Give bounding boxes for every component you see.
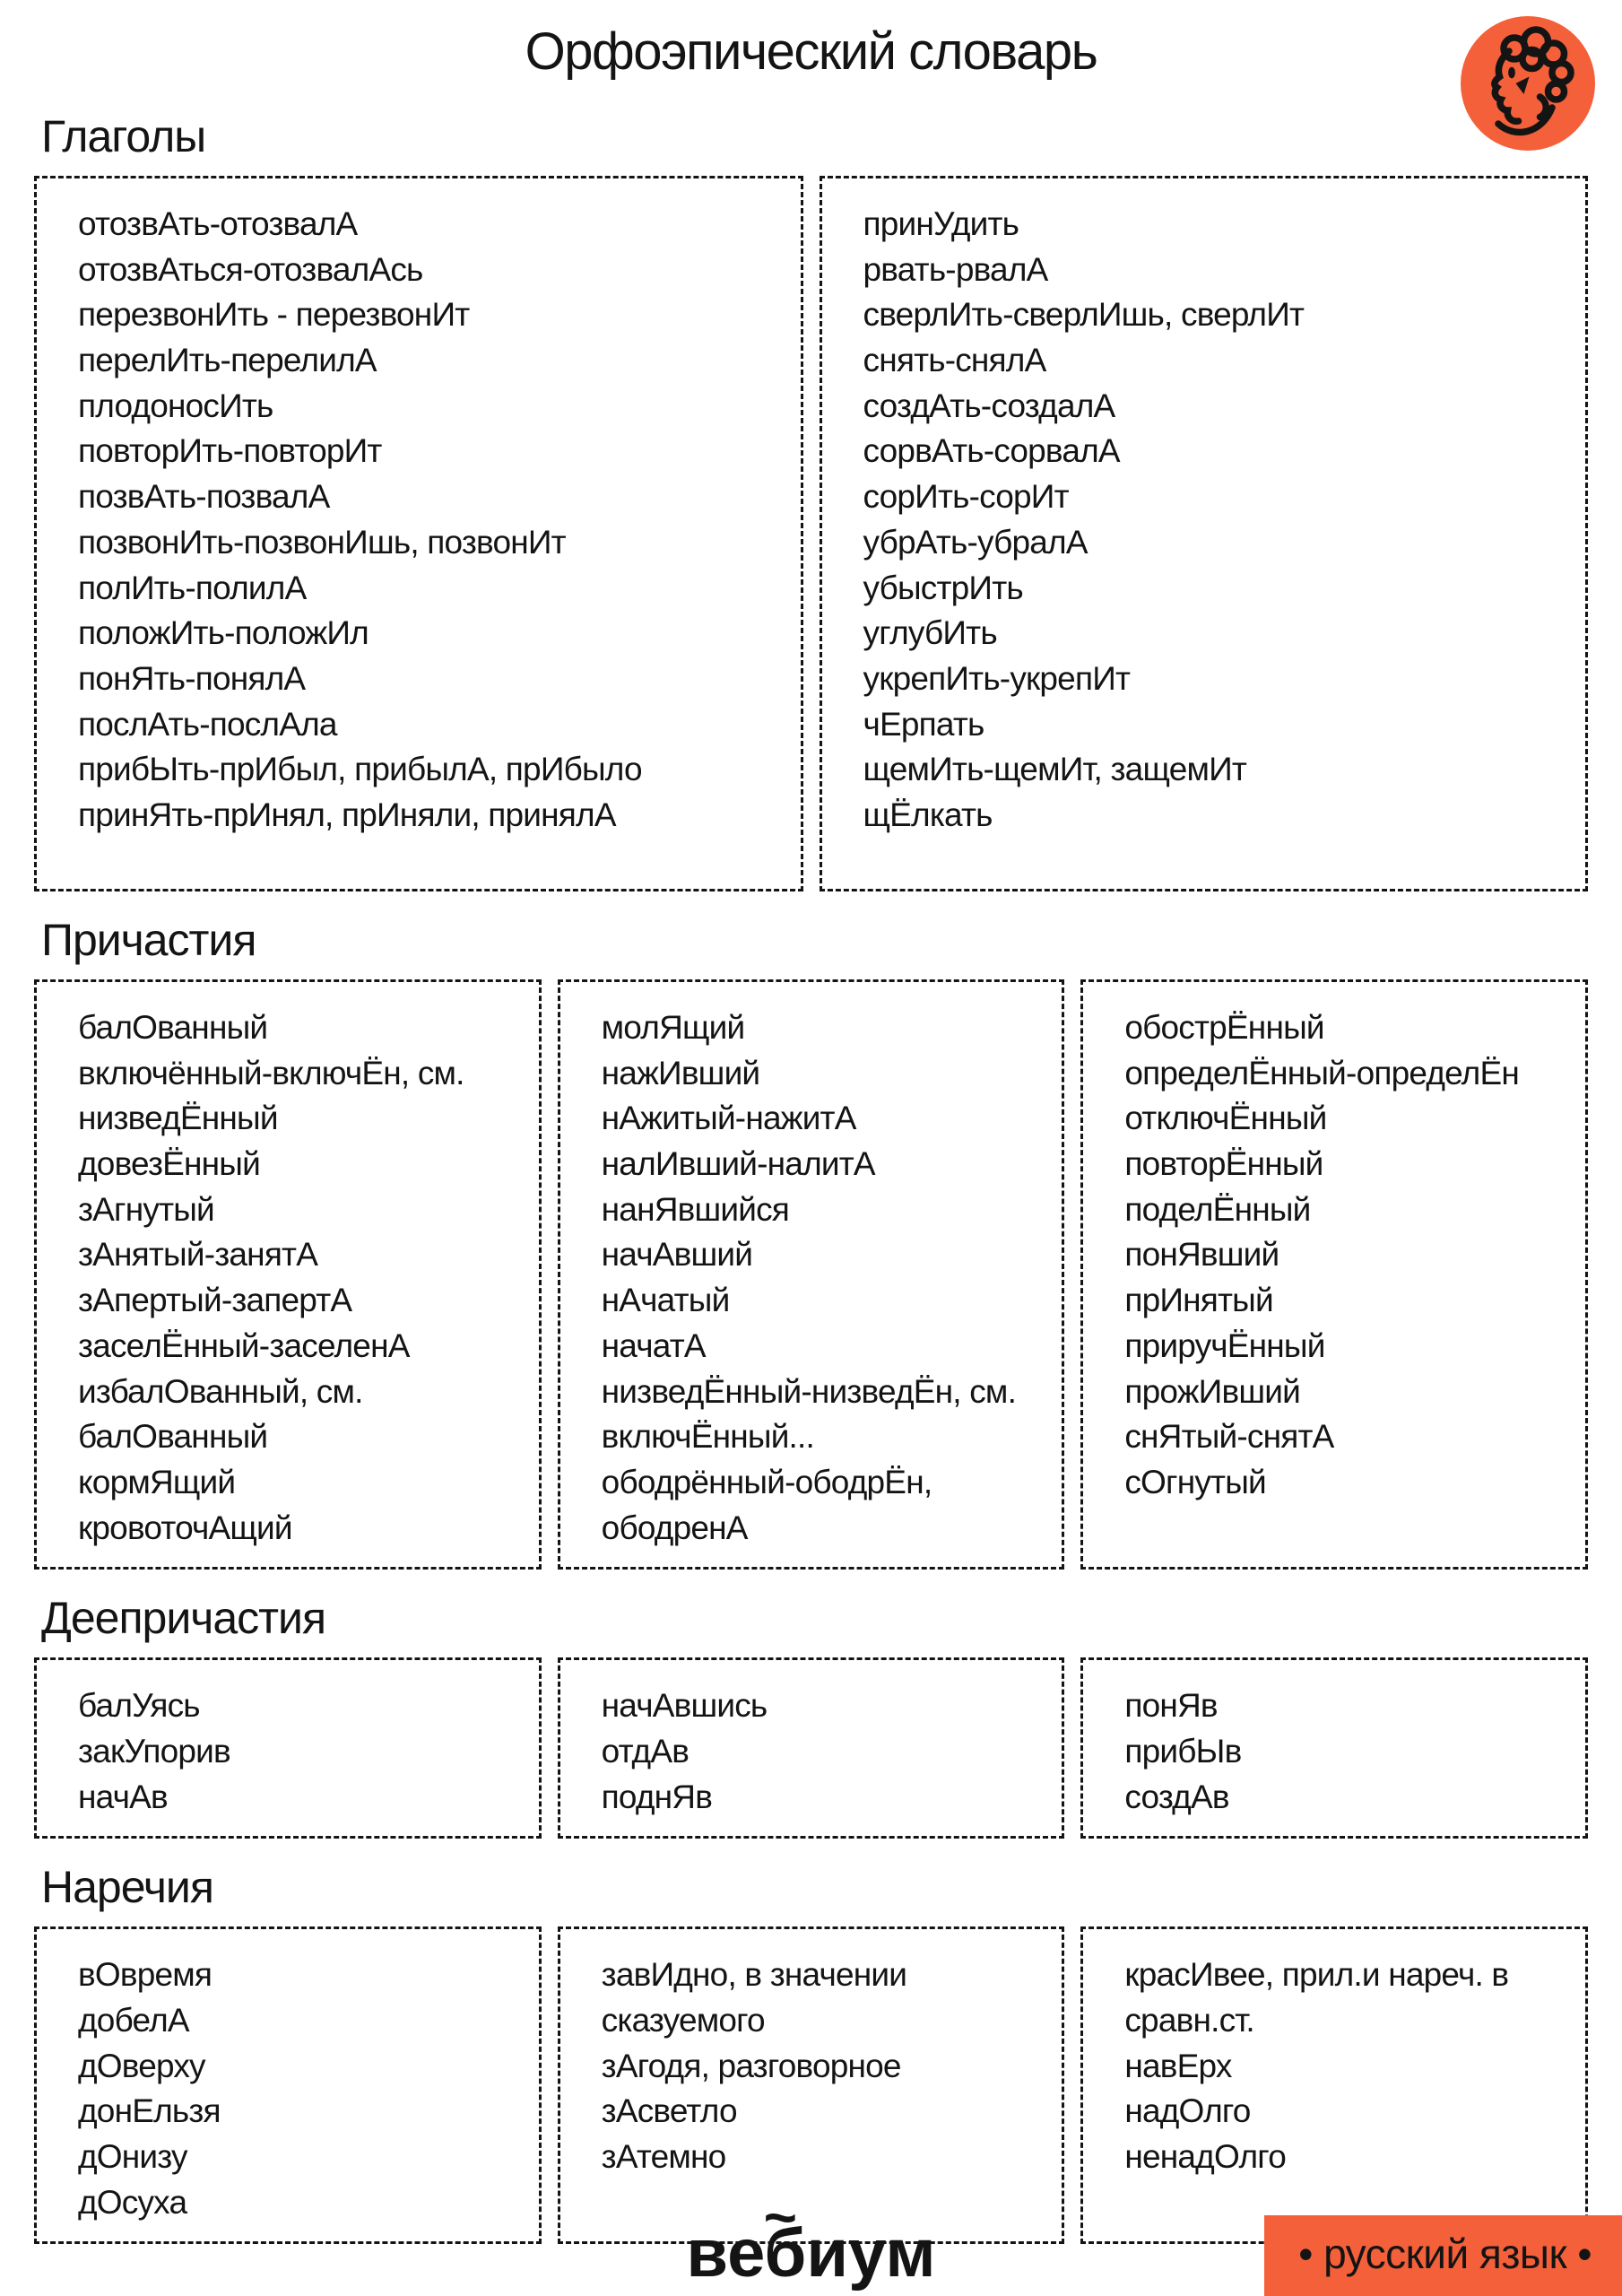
word-item: зАтемно [601,2138,726,2176]
word-list [37,1945,526,2225]
word-item: молЯщий [601,1009,745,1046]
word-box [1080,979,1588,1570]
word-item: создАть-создалА [863,387,1115,424]
header [0,0,1622,108]
word-item: приручЁнный [1124,1326,1325,1364]
word-box [34,979,542,1570]
word-item: налИвший-налитА [601,1145,875,1183]
word-item: понЯв [1124,1687,1218,1725]
word-item: зАсветло [601,2092,737,2130]
word-item: нАчатый [601,1282,730,1319]
word-item: ненадОлго [1124,2138,1286,2176]
subject-badge: • русский язык • [1264,2215,1622,2296]
word-item: закУпорив [78,1732,230,1770]
word-item: повторИть-повторИт [78,432,382,470]
word-item: прИнятый [1124,1282,1273,1319]
word-item: снять-снялА [863,342,1046,379]
word-box [820,176,1589,891]
word-box [34,1657,542,1839]
word-item: прибЫв [1124,1732,1242,1770]
section [34,109,1588,891]
word-item: ободрённый-ободрЁн, ободренА [601,1463,932,1546]
word-item: прожИвший [1124,1372,1300,1410]
section-columns [34,176,1588,891]
word-item: отдАв [601,1732,690,1770]
word-item: снЯтый-снятА [1124,1418,1334,1456]
word-item: зАгодя, разговорное [601,2047,901,2084]
word-item: нАжитый-нажитА [601,1100,856,1137]
word-item: перелИть-перелилА [78,342,377,379]
word-item: углубИть [863,614,997,652]
section [34,1591,1588,1839]
word-item: сверлИть-сверлИшь, сверлИт [863,296,1305,334]
word-item: зАгнутый [78,1190,214,1228]
word-item: укрепИть-укрепИт [863,659,1131,697]
word-item: убрАть-убралА [863,523,1088,561]
section [34,913,1588,1570]
section-heading: Наречия [41,1862,213,1913]
word-item: начАвший [601,1236,753,1274]
footer [0,2188,1622,2296]
word-item: принУдить [863,205,1019,242]
word-item: отозвАться-отозвалАсь [78,250,423,288]
word-item: заселЁнный-заселенА [78,1326,410,1364]
word-box [558,1657,1065,1839]
word-item: добелА [78,2002,189,2039]
section-columns [34,979,1588,1570]
word-item: плодоносИть [78,387,273,424]
section-columns [34,1657,1588,1839]
word-item: перезвонИть - перезвонИт [78,296,470,334]
word-item: понЯть-понялА [78,659,306,697]
word-list [822,195,1574,839]
section-heading: Глаголы [41,111,206,161]
word-list [1083,998,1573,1506]
word-item: дОнизу [78,2138,187,2176]
section-heading: Деепричастия [41,1593,326,1644]
word-list [37,1676,526,1820]
word-item: низведЁнный-низведЁн, см. включЁнный... [601,1372,1017,1456]
word-box [34,176,803,891]
word-item: послАть-послАла [78,705,337,743]
word-item: включённый-включЁн, см. низведЁнный [78,1054,464,1137]
word-item: дОсуха [78,2183,187,2221]
word-item: начАв [78,1778,168,1815]
word-item: красИвее, прил.и нареч. в сравн.ст. [1124,1956,1509,2039]
word-list [560,1945,1050,2179]
word-item: кормЯщий [78,1463,236,1500]
word-item: убыстрИть [863,569,1023,606]
word-list [1083,1676,1573,1820]
word-item: чЕрпать [863,705,984,743]
page-title: Орфоэпический словарь [525,22,1097,81]
brand-wordmark: вебиум ~ [686,2214,935,2292]
word-item: повторЁнный [1124,1145,1323,1183]
sections [0,109,1622,2244]
word-item: нажИвший [601,1054,760,1091]
pushkin-profile-icon [1461,16,1595,151]
section [34,1860,1588,2244]
word-item: отозвАть-отозвалА [78,205,358,242]
word-item: поднЯв [601,1778,713,1815]
word-item: обострЁнный [1124,1009,1324,1046]
word-item: дОверху [78,2047,205,2084]
word-item: позвонИть-позвонИшь, позвонИт [78,523,566,561]
word-item: сорвАть-сорвалА [863,432,1120,470]
word-list [560,998,1050,1551]
word-item: рвать-рвалА [863,250,1048,288]
word-item: балОванный [78,1009,268,1046]
word-item: положИть-положИл [78,614,369,652]
section-heading: Причастия [41,915,256,965]
word-item: кровоточАщий [78,1509,292,1546]
word-list [1083,1945,1573,2179]
word-item: сОгнутый [1124,1463,1266,1500]
word-item: прибЫть-прИбыл, прибылА, прИбыло [78,751,642,788]
word-item: донЕльзя [78,2092,221,2130]
word-item: избалОванный, см. балОванный [78,1372,363,1456]
word-item: довезЁнный [78,1145,260,1183]
word-item: щемИть-щемИт, защемИт [863,751,1247,788]
word-item: позвАть-позвалА [78,478,330,516]
word-item: зАпертый-запертА [78,1282,352,1319]
word-item: щЁлкать [863,796,993,833]
word-item: завИдно, в значении сказуемого [601,1956,907,2039]
word-item: поделЁнный [1124,1190,1311,1228]
word-item: нанЯвшийся [601,1190,790,1228]
word-item: начатА [601,1326,706,1364]
word-item: отключЁнный [1124,1100,1327,1137]
word-list [37,998,526,1551]
word-item: понЯвший [1124,1236,1279,1274]
word-item: вОвремя [78,1956,213,1994]
word-item: балУясь [78,1687,200,1725]
word-item: надОлго [1124,2092,1251,2130]
word-item: создАв [1124,1778,1229,1815]
word-list [37,195,788,839]
word-item: зАнятый-занятА [78,1236,318,1274]
word-box [558,979,1065,1570]
word-item: навЕрх [1124,2047,1232,2084]
word-list [560,1676,1050,1820]
word-item: принЯть-прИнял, прИняли, принялА [78,796,616,833]
word-box [1080,1657,1588,1839]
word-item: сорИть-сорИт [863,478,1069,516]
word-item: полИть-полилА [78,569,307,606]
word-item: начАвшись [601,1687,768,1725]
word-item: определЁнный-определЁн [1124,1054,1519,1091]
